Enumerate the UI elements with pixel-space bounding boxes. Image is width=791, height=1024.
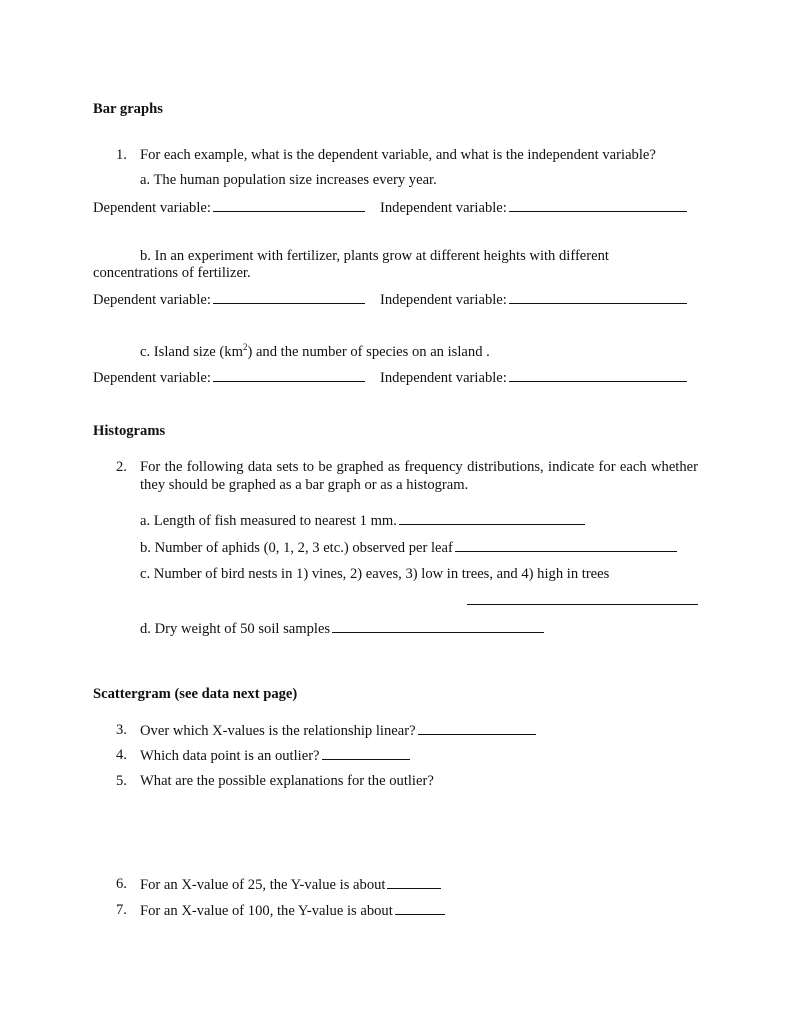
independent-variable-row-a (380, 198, 687, 217)
section-heading-scattergram: Scattergram (see data next page) (93, 686, 298, 702)
independent-label: Independent variable: (380, 292, 507, 308)
question-1c-text-part1: c. Island size (km (140, 344, 243, 360)
question-6-text: For an X-value of 25, the Y-value is about (140, 877, 386, 893)
answer-blank-2a[interactable] (399, 511, 585, 525)
independent-answer-blank-c[interactable] (509, 368, 687, 382)
section-heading-bar-graphs: Bar graphs (93, 101, 163, 117)
question-1c-text-part2: ) and the number of species on an island . (247, 344, 490, 360)
question-4-row (140, 746, 410, 765)
dependent-answer-blank-b[interactable] (213, 290, 365, 304)
question-number-7: 7. (116, 902, 127, 918)
question-2d-row (140, 619, 544, 638)
independent-answer-blank-a[interactable] (509, 198, 687, 212)
question-7-row (140, 901, 445, 920)
answer-blank-3[interactable] (418, 721, 536, 735)
independent-answer-blank-b[interactable] (509, 290, 687, 304)
answer-blank-4[interactable] (322, 746, 410, 760)
superscript-2: 2 (242, 342, 248, 352)
question-2a-text: a. Length of fish measured to nearest 1 mm. (140, 513, 397, 529)
question-6-row (140, 875, 441, 894)
dependent-variable-row-a (93, 198, 365, 217)
dependent-label: Dependent variable: (93, 292, 211, 308)
answer-blank-6[interactable] (387, 875, 441, 889)
answer-blank-7[interactable] (395, 901, 445, 915)
section-heading-histograms: Histograms (93, 423, 166, 439)
question-2d-text: d. Dry weight of 50 soil samples (140, 621, 331, 637)
question-1-text: For each example, what is the dependent variable, and what is the independent variable? (140, 147, 656, 163)
question-1b-text-line2: concentrations of fertilizer. (93, 265, 251, 281)
question-5-text: What are the possible explanations for the outlier? (140, 773, 434, 789)
question-2-text: For the following data sets to be graphed as frequency distributions, indicate for each whether they should be graphed as a bar graph or as a histogram. (140, 459, 698, 493)
question-number-5: 5. (116, 773, 127, 789)
independent-label: Independent variable: (380, 370, 507, 386)
question-2c-text: c. Number of bird nests in 1) vines, 2) eaves, 3) low in trees, and 4) high in trees (140, 566, 610, 582)
question-3-text: Over which X-values is the relationship linear? (140, 723, 416, 739)
question-1c-text (140, 343, 490, 361)
question-1b-text-line1: b. In an experiment with fertilizer, plants grow at different heights with different (140, 248, 609, 264)
question-7-text: For an X-value of 100, the Y-value is about (140, 903, 393, 919)
question-number-1: 1. (116, 147, 127, 163)
question-2b-row (140, 538, 677, 557)
question-number-4: 4. (116, 747, 127, 763)
answer-blank-2c[interactable] (467, 604, 698, 605)
independent-variable-row-b (380, 290, 687, 309)
dependent-answer-blank-a[interactable] (213, 198, 365, 212)
dependent-variable-row-b (93, 290, 365, 309)
question-3-row (140, 721, 536, 740)
question-number-6: 6. (116, 876, 127, 892)
independent-variable-row-c (380, 368, 687, 387)
independent-label: Independent variable: (380, 200, 507, 216)
question-2a-row (140, 511, 585, 530)
dependent-label: Dependent variable: (93, 370, 211, 386)
question-number-2: 2. (116, 459, 127, 475)
question-4-text: Which data point is an outlier? (140, 748, 320, 764)
question-number-3: 3. (116, 722, 127, 738)
dependent-variable-row-c (93, 368, 365, 387)
question-1a-text: a. The human population size increases every year. (140, 172, 437, 188)
answer-blank-2d[interactable] (332, 619, 544, 633)
question-2b-text: b. Number of aphids (0, 1, 2, 3 etc.) observed per leaf (140, 540, 453, 556)
dependent-answer-blank-c[interactable] (213, 368, 365, 382)
answer-blank-2b[interactable] (455, 538, 677, 552)
dependent-label: Dependent variable: (93, 200, 211, 216)
